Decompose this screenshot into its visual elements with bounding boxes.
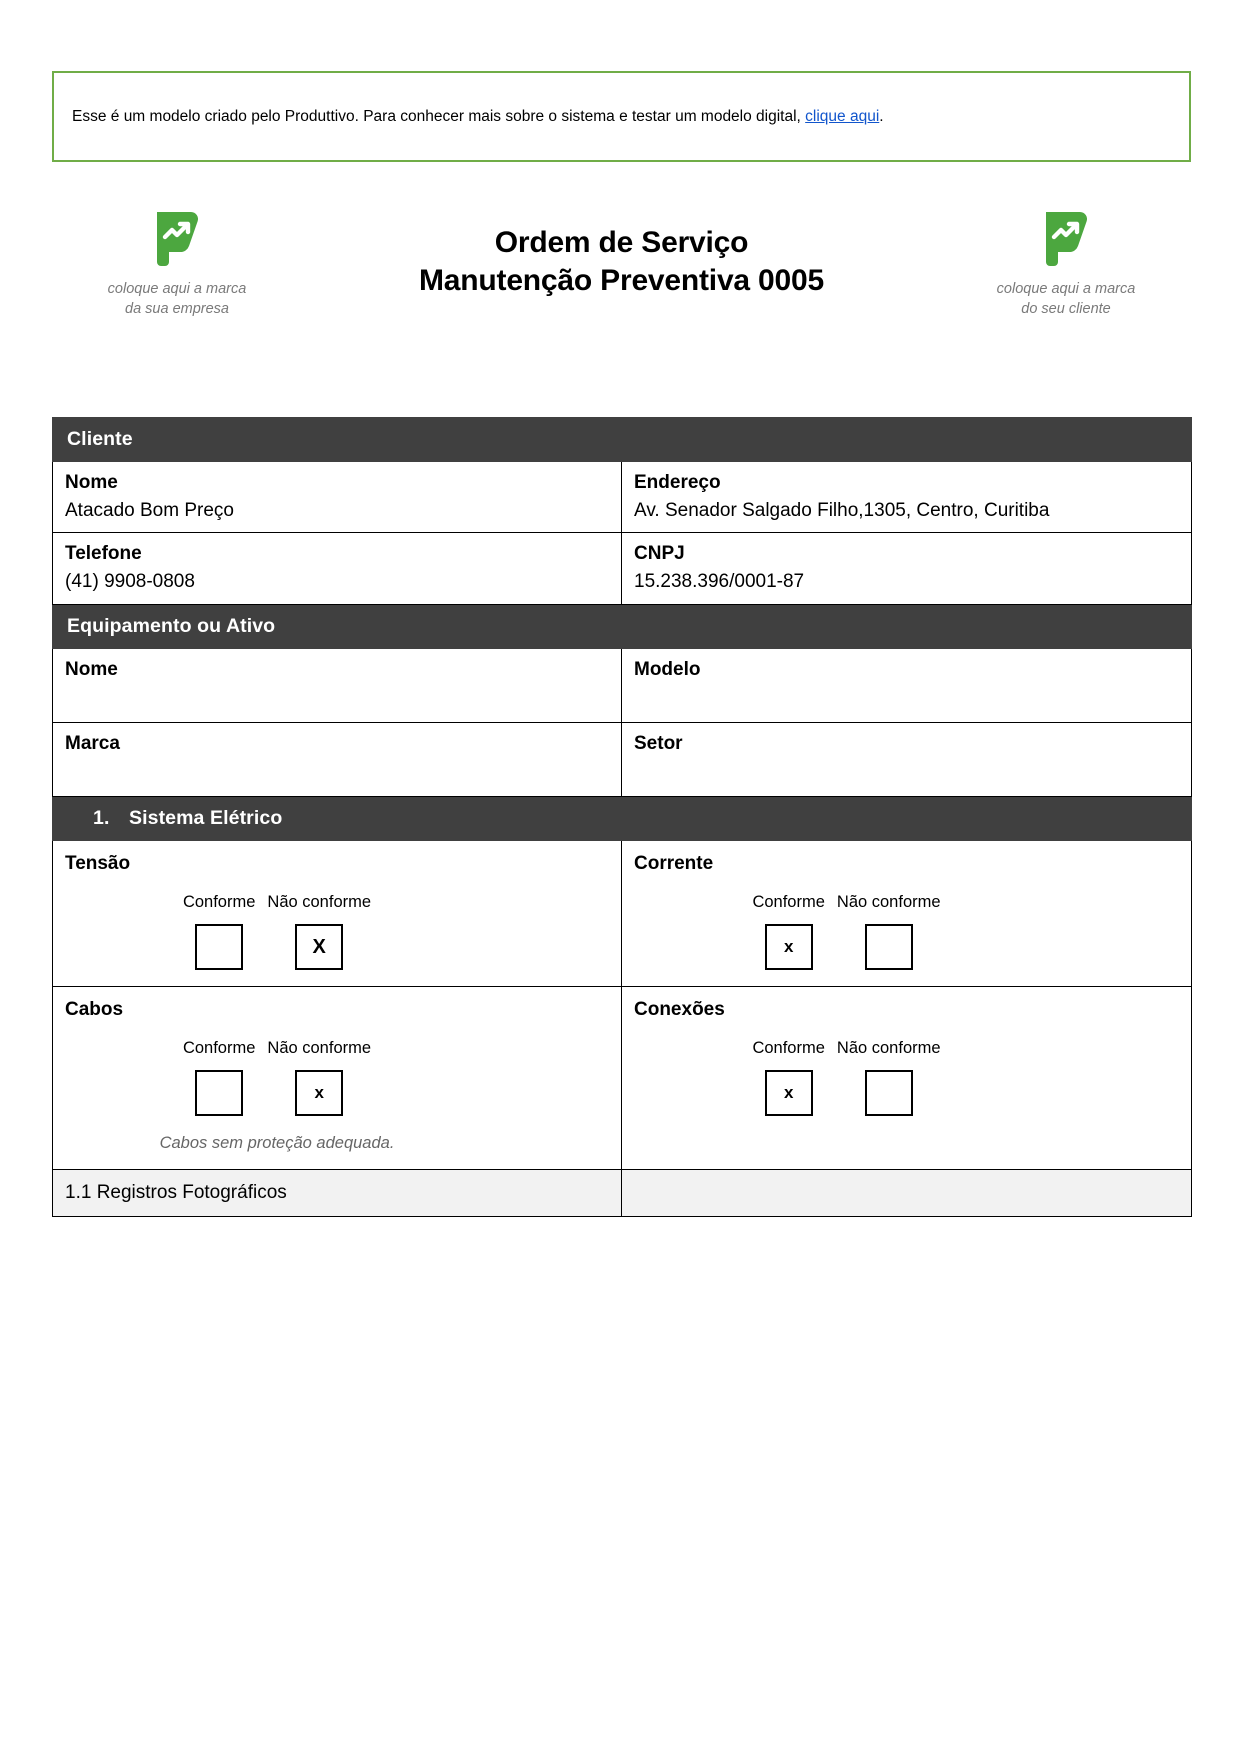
client-logo-icon <box>1038 204 1094 270</box>
field-value: 15.238.396/0001-87 <box>634 571 805 593</box>
field-value <box>634 758 1179 782</box>
service-order-form <box>52 417 1192 1217</box>
company-brand-caption-line2: da sua empresa <box>125 300 229 317</box>
page-title-line2: Manutenção Preventiva 0005 <box>419 264 824 298</box>
field-cell-equipamento-nome[interactable] <box>53 648 622 722</box>
document-header <box>52 196 1191 331</box>
field-cell-equipamento-setor[interactable] <box>622 722 1192 796</box>
checkbox-nao-conforme[interactable]: X <box>295 924 343 970</box>
inspection-item-cabos <box>53 986 622 1169</box>
table-row <box>53 648 1192 722</box>
inspection-item-corrente <box>622 840 1192 986</box>
section-header-equipamento: Equipamento ou Ativo <box>53 604 1192 648</box>
client-brand-caption <box>997 280 1136 319</box>
table-row <box>53 840 1192 986</box>
field-label: Nome <box>65 658 118 680</box>
company-brand-caption <box>108 280 247 319</box>
choice-label-conforme: Conforme <box>752 1038 825 1057</box>
table-row <box>53 533 1192 604</box>
field-label: Modelo <box>634 658 701 680</box>
field-value: Av. Senador Salgado Filho,1305, Centro, Curitiba <box>634 499 1050 521</box>
section-row-registros-fotograficos <box>53 1169 1192 1216</box>
client-brand-caption-line2: do seu cliente <box>1021 300 1111 317</box>
field-value: Atacado Bom Preço <box>65 499 234 521</box>
field-value <box>634 684 1179 708</box>
choice-label-nao-conforme: Não conforme <box>267 1038 372 1057</box>
choice-nao-conforme[interactable] <box>267 1039 371 1116</box>
subsection-header-registros-fotograficos: 1.1 Registros Fotográficos <box>53 1169 622 1216</box>
conformity-choice-group <box>183 1039 371 1116</box>
notice-text-before: Esse é um modelo criado pelo Produttivo. Para conhecer mais sobre o sistema e testar um modelo digital, <box>72 107 806 125</box>
inspection-item-note: Cabos sem proteção adequada. <box>159 1133 395 1152</box>
table-row <box>53 986 1192 1169</box>
choice-label-nao-conforme: Não conforme <box>836 892 941 911</box>
choice-label-conforme: Conforme <box>182 892 256 911</box>
field-label: Endereço <box>634 472 721 493</box>
table-row <box>53 462 1192 533</box>
page-title <box>302 196 941 301</box>
field-label: Setor <box>634 732 683 754</box>
section-header-cliente: Cliente <box>53 418 1192 462</box>
section-row-cliente <box>53 418 1192 462</box>
choice-label-conforme: Conforme <box>182 1038 256 1057</box>
choice-conforme[interactable] <box>183 893 255 970</box>
subsection-header-registros-fotograficos-spacer <box>622 1169 1192 1216</box>
field-value <box>65 758 609 782</box>
inspection-item-tensao <box>53 840 622 986</box>
section-header-sistema-eletrico <box>53 796 1192 840</box>
inspection-item-conexoes <box>622 986 1192 1169</box>
field-cell-cliente-telefone[interactable] <box>53 533 622 604</box>
field-value <box>65 684 609 708</box>
client-brand-block <box>941 196 1191 319</box>
field-cell-cliente-nome[interactable] <box>53 462 622 533</box>
field-cell-cliente-cnpj[interactable] <box>622 533 1192 604</box>
choice-label-conforme: Conforme <box>752 892 825 911</box>
notice-text-after: . <box>879 107 884 125</box>
page-title-line1: Ordem de Serviço <box>494 226 749 259</box>
field-cell-equipamento-marca[interactable] <box>53 722 622 796</box>
checkbox-conforme[interactable] <box>195 1070 243 1116</box>
conformity-choice-group <box>183 893 371 970</box>
choice-conforme[interactable] <box>752 1039 824 1116</box>
choice-label-nao-conforme: Não conforme <box>836 1038 941 1057</box>
section-number: 1. <box>93 806 110 829</box>
inspection-item-title: Cabos <box>65 998 124 1020</box>
company-brand-caption-line1: coloque aqui a marca <box>107 281 247 297</box>
clique-aqui-link[interactable]: clique aqui <box>805 107 880 125</box>
client-brand-caption-line1: coloque aqui a marca <box>996 281 1136 297</box>
choice-conforme[interactable] <box>752 893 824 970</box>
table-row <box>53 722 1192 796</box>
section-row-equipamento <box>53 604 1192 648</box>
inspection-item-title: Conexões <box>634 998 725 1020</box>
checkbox-nao-conforme[interactable]: x <box>295 1070 343 1116</box>
choice-nao-conforme[interactable] <box>837 1039 941 1116</box>
inspection-item-title: Corrente <box>634 852 714 874</box>
conformity-choice-group <box>752 893 940 970</box>
field-cell-cliente-endereco[interactable] <box>622 462 1192 533</box>
conformity-choice-group <box>752 1039 940 1116</box>
checkbox-conforme[interactable] <box>195 924 243 970</box>
checkbox-nao-conforme[interactable] <box>865 1070 913 1116</box>
field-value: (41) 9908-0808 <box>65 571 195 593</box>
checkbox-nao-conforme[interactable] <box>865 924 913 970</box>
inspection-item-title: Tensão <box>65 852 131 874</box>
field-label: Telefone <box>65 543 142 565</box>
choice-label-nao-conforme: Não conforme <box>267 892 372 911</box>
field-label: Marca <box>65 732 120 754</box>
field-label: CNPJ <box>634 543 685 565</box>
checkbox-conforme[interactable]: x <box>765 1070 813 1116</box>
choice-nao-conforme[interactable] <box>837 893 941 970</box>
field-label: Nome <box>65 472 118 493</box>
notice-text <box>72 106 884 128</box>
produttivo-logo-icon <box>149 204 205 270</box>
choice-conforme[interactable] <box>183 1039 255 1116</box>
company-brand-block <box>52 196 302 319</box>
section-row-sistema-eletrico <box>53 796 1192 840</box>
choice-nao-conforme[interactable] <box>267 893 371 970</box>
checkbox-conforme[interactable]: x <box>765 924 813 970</box>
field-cell-equipamento-modelo[interactable] <box>622 648 1192 722</box>
template-notice-banner <box>52 71 1191 162</box>
section-header-label: Sistema Elétrico <box>129 806 283 829</box>
